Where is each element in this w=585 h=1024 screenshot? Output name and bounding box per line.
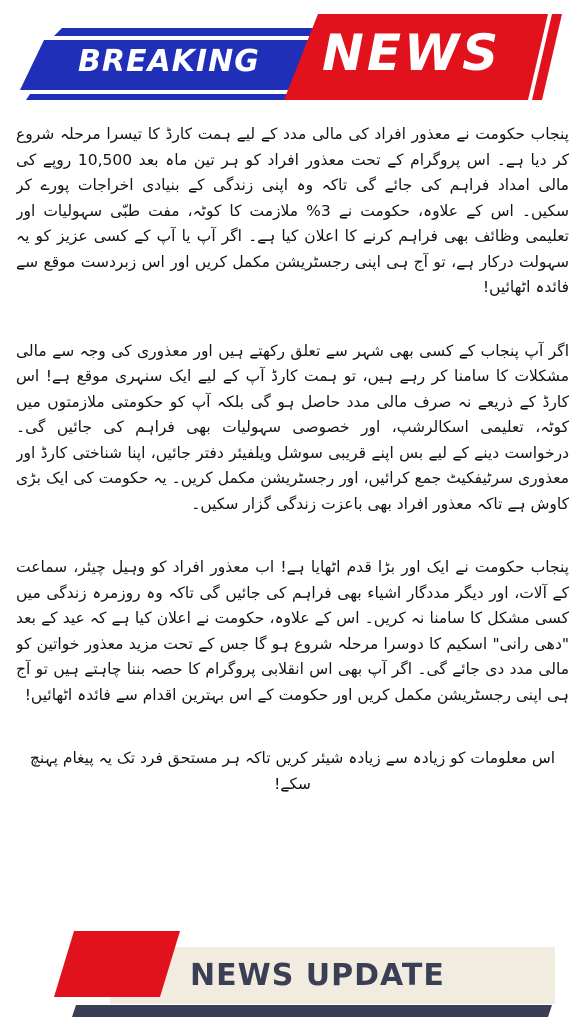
share-message: اس معلومات کو زیادہ سے زیادہ شیئر کریں تاکہ ہر مستحق فرد تک یہ پیغام پہنچ سکے! [29,749,556,793]
news-update-label: NEWS UPDATE [190,958,445,993]
article-paragraph-2: اگر آپ پنجاب کے کسی بھی شہر سے تعلق رکھتے ہیں اور معذوری کی وجہ سے مالی مشکلات کا سامنا کر رہے ہیں، تو ہمت کارڈ آپ کے لیے ایک سنہری موقع ہے! اس کارڈ کے ذریعے نہ صرف مالی مدد حاصل ہو گی بلکہ آپ کو حکومتی ملازمتوں میں کوٹہ، تعلیمی اسکالرشپ، اور خصوصی سہولیات بھی فراہم کی جائیں گی۔ درخواست دینے کے لیے بس اپنے قریبی سوشل ویلفیئر دفتر جائیں، اپنا شناختی کارڈ اور معذوری سرٹیفکیٹ جمع کرائیں، اور رجسٹریشن مکمل کریں۔ یہ حکومت کی ایک بڑی کاوش ہے تاکہ معذور افراد بھی باعزت زندگی گزار سکیں۔ [16,341,569,513]
article-body [16,122,569,892]
news-label: NEWS [322,24,502,82]
article-paragraph-1: پنجاب حکومت نے معذور افراد کی مالی مدد کے لیے ہمت کارڈ کا تیسرا مرحلہ شروع کر دیا ہے۔ اس پروگرام کے تحت معذور افراد کو ہر تین ماہ بعد 10,500 روپے کی مالی امداد فراہم کی جائے گی تاکہ وہ اپنی زندگی کے بنیادی اخراجات پورے کر سکیں۔ اس کے علاوہ، حکومت نے 3% ملازمت کا کوٹہ، مفت طبّی سہولیات اور تعلیمی وظائف بھی فراہم کرنے کا اعلان کیا ہے۔ اگر آپ یا آپ کے کسی عزیز کو یہ سہولت درکار ہے، تو آج ہی اپنی رجسٹریشن مکمل کریں اور اس زبردست موقع سے فائدہ اٹھائیں! [16,125,569,296]
article-paragraph-3: پنجاب حکومت نے ایک اور بڑا قدم اٹھایا ہے! اب معذور افراد کو وہیل چیئر، سماعت کے آلات، اور دیگر مددگار اشیاء بھی فراہم کی جائیں گی تاکہ وہ روزمرہ زندگی میں کسی مشکل کا سامنا نہ کریں۔ اس کے علاوہ، حکومت نے اعلان کیا ہے کہ عید کے بعد "دھی رانی" اسکیم کا دوسرا مرحلہ شروع ہو گا جس کے تحت مزید معذور خواتین کو مالی مدد دی جائے گی۔ اگر آپ بھی اس انقلابی پروگرام کا حصہ بننا چاہتے ہیں تو آج ہی اپنی رجسٹریشن مکمل کریں اور حکومت کے اس بہترین اقدام سے فائدہ اٹھائیں! [16,558,569,704]
breaking-label: BREAKING [78,44,260,79]
breaking-news-banner [0,0,585,110]
